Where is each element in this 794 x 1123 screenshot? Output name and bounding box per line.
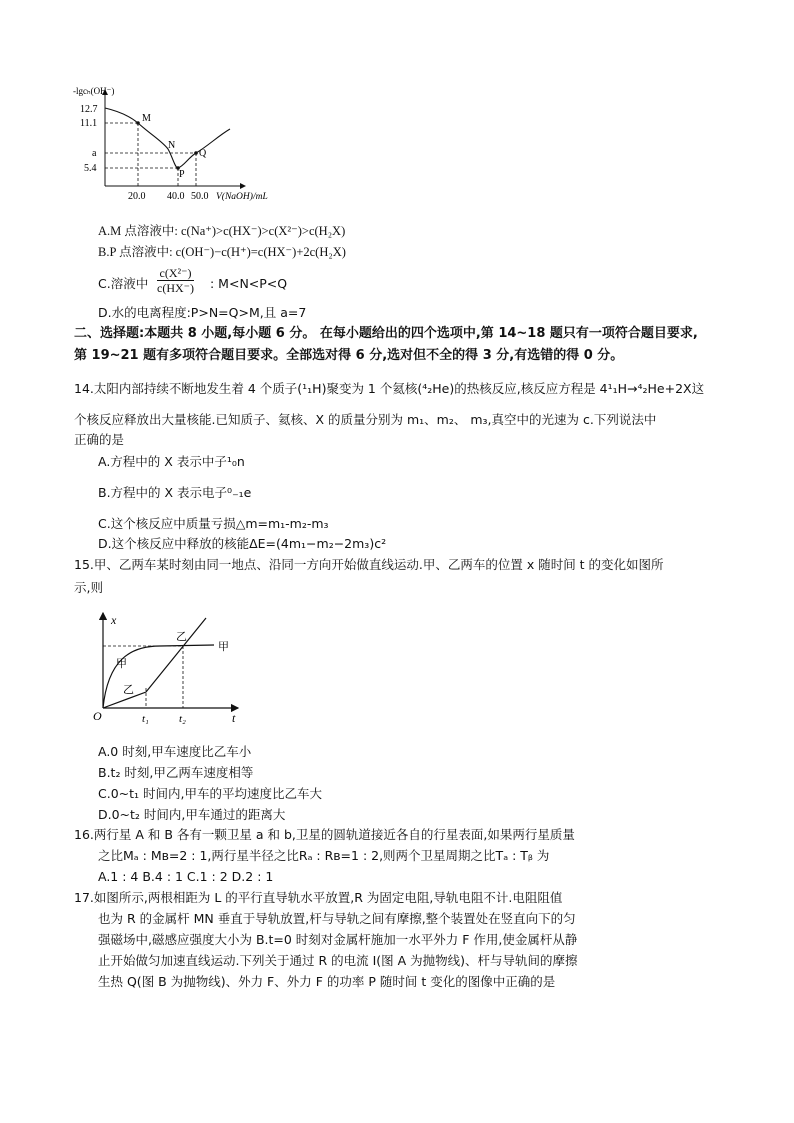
q13-option-d: D.水的电离程度:P>N=Q>M,且 a=7 bbox=[98, 305, 307, 320]
q14-stem-line2: 个核反应释放出大量核能.已知质子、氦核、X 的质量分别为 m₁、m₂、 m₃,真空中的光速为 c.下列说法中 bbox=[74, 412, 657, 427]
q14-option-a: A.方程中的 X 表示中子¹₀n bbox=[98, 454, 245, 469]
q17-stem-line2: 也为 R 的金属杆 MN 垂直于导轨放置,杆与导轨之间有摩擦,整个装置处在竖直向下的匀 bbox=[98, 911, 576, 926]
point-m bbox=[136, 121, 140, 125]
q13-option-c-suffix: : M<N<P<Q bbox=[210, 276, 288, 291]
q17-stem-line4: 止开始做匀加速直线运动.下列关于通过 R 的电流 I(图 A 为抛物线)、杆与导轨间的摩擦 bbox=[98, 953, 578, 968]
x-tick: 50.0 bbox=[191, 191, 209, 202]
label-yi-upper: 乙 bbox=[176, 630, 187, 643]
q15-stem-line1: 15.甲、乙两车某时刻由同一地点、沿同一方向开始做直线运动.甲、乙两车的位置 x 随时间 t 的变化如图所 bbox=[74, 557, 664, 572]
label-m: M bbox=[142, 113, 151, 124]
q14-option-b: B.方程中的 X 表示电子⁰₋₁e bbox=[98, 485, 252, 500]
y-tick: 11.1 bbox=[80, 118, 98, 129]
label-p: P bbox=[179, 169, 185, 180]
q14-option-c: C.这个核反应中质量亏损△m=m₁-m₂-m₃ bbox=[98, 516, 329, 531]
y-axis-label: -lgcₕ(OH⁻) bbox=[73, 86, 115, 96]
label-q: Q bbox=[199, 148, 207, 159]
t1-label: t₁ bbox=[142, 713, 149, 725]
q15-option-c: C.0~t₁ 时间内,甲车的平均速度比乙车大 bbox=[98, 786, 322, 801]
q13-option-b: B.P 点溶液中: c(OH⁻)−c(H⁺)=c(HX⁻)+2c(H₂X) bbox=[98, 245, 346, 259]
q14-option-d: D.这个核反应中释放的核能ΔE=(4m₁−m₂−2m₃)c² bbox=[98, 536, 387, 551]
titration-graph bbox=[70, 86, 310, 206]
fraction-denominator: c(HX⁻) bbox=[157, 281, 194, 295]
t2-label: t₂ bbox=[179, 713, 186, 725]
q15-stem-line2: 示,则 bbox=[74, 580, 103, 595]
q15-option-b: B.t₂ 时刻,甲乙两车速度相等 bbox=[98, 765, 254, 780]
q13-option-c-prefix: C.溶液中 bbox=[98, 276, 149, 291]
q17-stem-line5: 生热 Q(图 B 为抛物线)、外力 F、外力 F 的功率 P 随时间 t 变化的图像中正确的是 bbox=[98, 974, 556, 989]
q15-option-d: D.0~t₂ 时间内,甲车通过的距离大 bbox=[98, 807, 286, 822]
section-header-line2: 第 19~21 题有多项符合题目要求。全部选对得 6 分,选对但不全的得 3 分,有选错的得 0 分。 bbox=[74, 348, 624, 363]
point-q bbox=[194, 151, 198, 155]
titration-curve bbox=[105, 108, 230, 168]
q13-option-c-fraction bbox=[154, 266, 197, 295]
section-header-line1: 二、选择题:本题共 8 小题,每小题 6 分。 在每小题给出的四个选项中,第 14~18 题只有一项符合题目要求, bbox=[74, 326, 698, 341]
q13-option-a: A.M 点溶液中: c(Na⁺)>c(HX⁻)>c(X²⁻)>c(H₂X) bbox=[98, 224, 346, 238]
label-yi-lower: 乙 bbox=[123, 683, 134, 696]
q14-stem-line1: 14.太阳内部持续不断地发生着 4 个质子(¹₁H)聚变为 1 个氦核(⁴₂He)的热核反应,核反应方程是 4¹₁H→⁴₂He+2X这 bbox=[74, 381, 705, 396]
x-label: x bbox=[111, 613, 117, 627]
q16-options: A.1 : 4 B.4 : 1 C.1 : 2 D.2 : 1 bbox=[98, 869, 274, 884]
fraction-numerator: c(X²⁻) bbox=[157, 266, 195, 281]
q16-stem-line1: 16.两行星 A 和 B 各有一颗卫星 a 和 b,卫星的圆轨道接近各自的行星表面,如果两行星质量 bbox=[74, 827, 575, 842]
x-axis-label: V(NaOH)/mL bbox=[216, 192, 268, 202]
q17-stem-line3: 强磁场中,磁感应强度大小为 B.t=0 时刻对金属杆施加一水平外力 F 作用,使金属杆从静 bbox=[98, 932, 578, 947]
x-tick: 20.0 bbox=[128, 191, 146, 202]
q17-stem-line1: 17.如图所示,两根相距为 L 的平行直导轨水平放置,R 为固定电阻,导轨电阻不计.电阻阻值 bbox=[74, 890, 563, 905]
y-tick: 12.7 bbox=[80, 104, 98, 115]
x-tick: 40.0 bbox=[167, 191, 185, 202]
origin-label: O bbox=[93, 709, 102, 723]
t-label: t bbox=[232, 711, 236, 725]
label-jia-left: 甲 bbox=[116, 657, 127, 670]
label-jia-right: 甲 bbox=[218, 640, 229, 653]
y-tick: a bbox=[92, 148, 97, 159]
position-time-graph bbox=[90, 610, 250, 730]
q14-stem-line3: 正确的是 bbox=[74, 432, 125, 447]
q16-stem-line2: 之比Mₐ : Mʙ=2 : 1,两行星半径之比Rₐ : Rʙ=1 : 2,则两个卫星周期之比Tₐ : Tᵦ 为 bbox=[98, 848, 550, 863]
label-n: N bbox=[168, 140, 176, 151]
q15-option-a: A.0 时刻,甲车速度比乙车小 bbox=[98, 744, 252, 759]
y-tick: 5.4 bbox=[84, 163, 97, 174]
